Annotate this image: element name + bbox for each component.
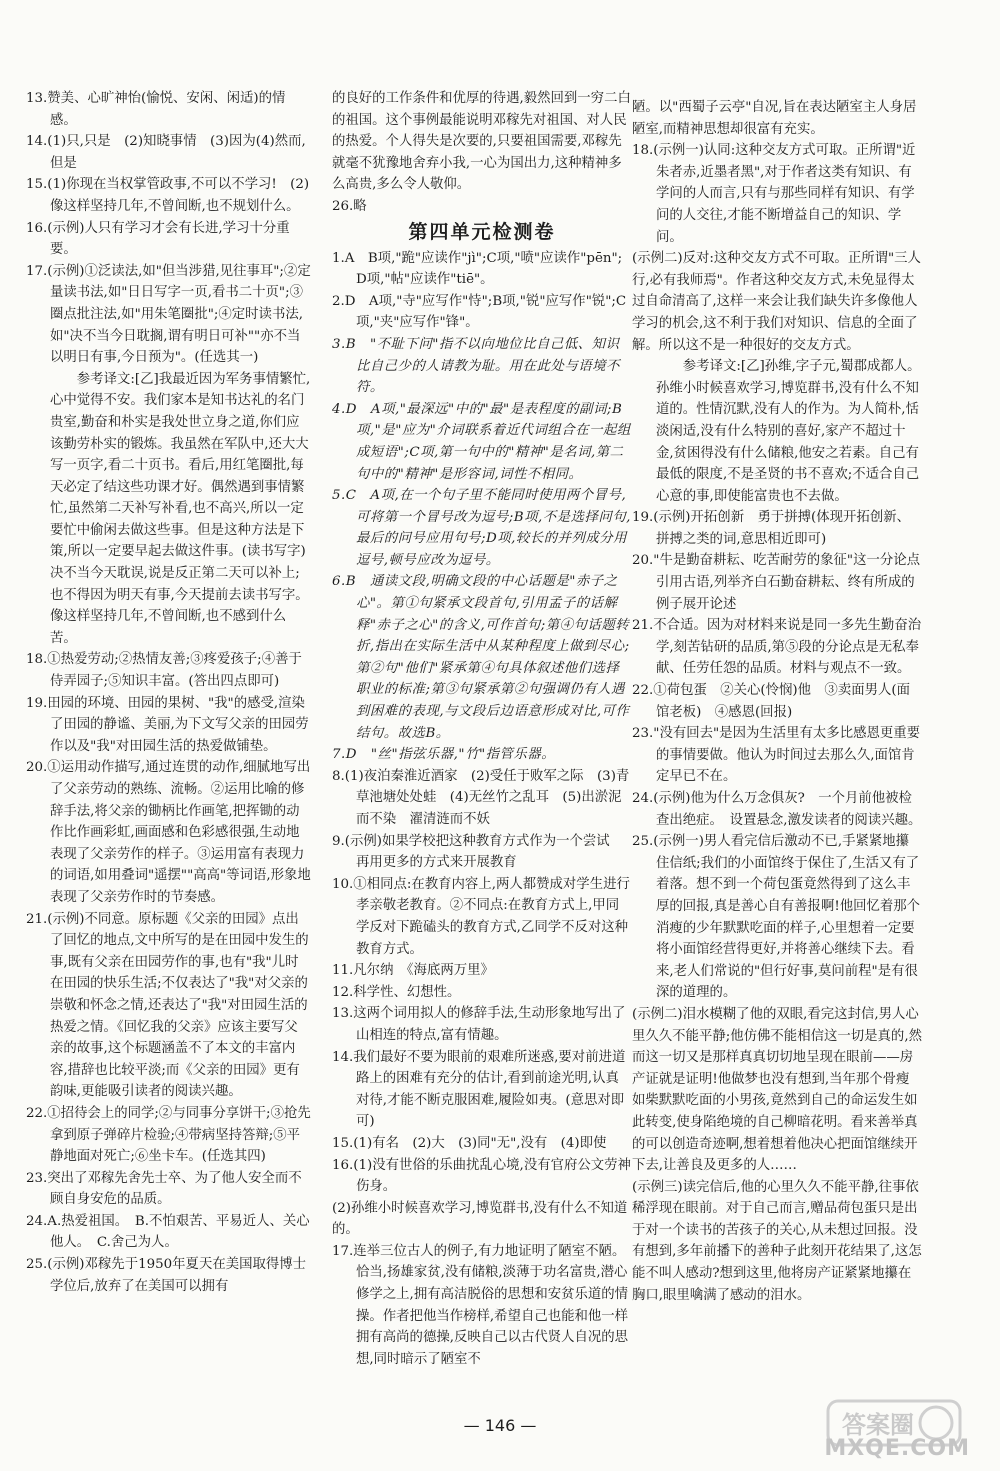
page-number: — 146 — xyxy=(463,1416,537,1435)
answer-item: 13.这两个词用拟人的修辞手法,生动形象地写出了山相连的特点,富有情趣。 xyxy=(332,1006,626,1043)
answer-item: 15.(1)你现在当权掌管政事,不可以不学习! (2)像这样坚持几年,不曾间断,也不规划什么。 xyxy=(26,177,310,214)
answer-item: 8.(1)夜泊秦淮近酒家 (2)受任于败军之际 (3)青草池塘处处蛙 (4)无丝竹之乱耳 (5)出淤泥而不染 濯清涟而不妖 xyxy=(332,768,630,827)
answer-item: 4.D A项,"最深远"中的"最"是表程度的副词;B项,"是"应为"介词联系着近代词组合在一起组成短语";C项,第一句中的"精神"是名词,第二句中的"精神"是形容词,词性不相同。 xyxy=(332,401,631,482)
answer-item: 2.D A项,"寺"应写作"恃";B项,"锐"应写作"锐";C项,"夹"应写作"锋"。 xyxy=(332,293,627,331)
answer-item: 21.(示例)不同意。原标题《父亲的田园》点出了回忆的地点,文中所写的是在田园中发生的事,既有父亲在田园劳作的事,也有"我"儿时在田园的快乐生活;不仅表达了"我"对父亲的崇敬和怀念之情,还表达了"我"对田园生活的热爱之情。《回忆我的父亲》应该主要写父亲的故事,这个标题涵盖不了本文的丰富内容,措辞也比较平淡;而《父亲的田园》更有韵味,更能吸引读者的阅读兴趣。 xyxy=(26,911,309,1100)
answer-item: 14.我们最好不要为眼前的艰难所迷惑,要对前进道路上的困难有充分的估计,看到前途光明,认真对待,才能不断克服困难,履险如夷。(意思对即可) xyxy=(332,1049,626,1130)
answer-item: 13.赞美、心旷神怡(愉悦、安闲、闲适)的情感。 xyxy=(26,91,286,128)
answer-item: 22.①招待会上的同学;②与同事分享饼干;③抢先拿到原子弹碎片检验;④带病坚持答辩;⑤平静地面对死亡;⑥坐卡车。(任选其四) xyxy=(26,1105,311,1165)
answer-item: 14.(1)只,只是 (2)知晓事情 (3)因为(4)然而,但是 xyxy=(26,134,306,171)
answer-continuation: 陋。以"西蜀子云亭"自况,旨在表达陋室主人身居陋室,而精神思想却很富有充实。 xyxy=(632,100,917,137)
answer-item: 10.①相同点:在教育内容上,两人都赞成对学生进行孝亲敬老教育。②不同点:在教育方式上,甲同学反对下跪磕头的教育方式,乙同学不反对这种教育方式。 xyxy=(332,876,630,957)
answer-item: 20.①运用动作描写,通过连贯的动作,细腻地写出了父亲劳动的熟练、流畅。②运用比喻的修辞手法,将父亲的锄柄比作画笔,把挥锄的动作比作画彩虹,画面感和色彩感很强,生动地表现了父亲劳作的样子。③运用富有表现力的词语,如用叠词"遥摆""高高"等词语,形象地表现了父亲劳作时的节奏感。 xyxy=(26,760,311,905)
answer-item: 24.A.热爱祖国。 B.不怕艰苦、平易近人、关心他人。 C.舍己为人。 xyxy=(26,1213,310,1251)
section-title: 第四单元检测卷 xyxy=(408,220,556,243)
answer-item: 16.(示例)人只有学习才会有长进,学习十分重要。 xyxy=(26,220,290,258)
answer-item: 9.(示例)如果学校把这种教育方式作为一个尝试 再用更多的方式来开展教育 xyxy=(332,833,624,871)
watermark-text: MXQE.COM xyxy=(824,1436,970,1461)
answer-item: 6.B 通读文段,明确文段的中心话题是"赤子之心"。第①句紧承文段首句,引用孟子的话解释"赤子之心"的含义,可作首句;第④句话题转折,指出在实际生活中从某种程度上做到尽心;第②句"他们"紧承第④句具体叙述他们选择职业的标准;第③句紧承第②句强调仍有人遇到困难的表现,与文段后边语意形成对比,可作结句。故选B。 xyxy=(332,574,630,741)
answer-item: 19.(示例)开拓创新 勇于拼搏(体现开拓创新、拼搏之类的词,意思相近即可) xyxy=(632,510,910,547)
answer-column-left xyxy=(26,88,311,1297)
reference-translation: 参考译文:[乙]我最近因为军务事情繁忙,心中觉得不安。我们家本是知书达礼的名门贵室,勤奋和朴实是我处世立身之道,你们应该勤劳朴实的锻炼。我虽然在军队中,还大大写一页字,看二十页书。看后,用红笔圈批,每天必定了结这些功课才好。偶然遇到事情繁忙,虽然第二天补写补看,也不高兴,所以一定要忙中偷闲去做这些事。但是这种方法是下策,所以一定要早起去做这件事。(读书写字)决不当今天耽误,说是反正第二天可以补上;也不得因为明天有事,今天提前去读书写字。像这样坚持几年,不曾间断,也不感到什么苦。 xyxy=(50,371,311,646)
answer-continuation: (示例二)反对:这种交友方式不可取。正所谓"三人行,必有我师焉"。作者这种交友方式,未免显得太过自命清高了,这样一来会让我们缺失许多像他人学习的机会,这不利于我们对知识、信息的全面了解。所以这不是一种很好的交友方式。 xyxy=(632,251,921,353)
answer-item: 18.①热爱劳动;②热情友善;③疼爱孩子;④善于侍弄园子;⑤知识丰富。(答出四点即可) xyxy=(26,652,302,690)
reference-translation: 参考译文:[乙]孙维,字子元,蜀郡成都人。孙维小时候喜欢学习,博览群书,没有什么不知道的。性情沉默,没有人的作为。为人简朴,恬淡闲适,没有什么特别的喜好,家产不超过十金,贫困得没有什么储粮,他安之若素。自己有最低的限度,不是圣贤的书不喜欢;不适合自己心意的事,即使能富贵也不去做。 xyxy=(656,359,921,504)
answer-item: 5.C A项,在一个句子里不能同时使用两个冒号,可将第一个冒号改为逗号;B项,不是选择问句,最后的问号应用句号;D项,较长的并列成分用逗号,顿号应改为逗号。 xyxy=(332,488,631,568)
answer-item: 18.(示例一)认同:这种交友方式可取。正所谓"近朱者赤,近墨者黑",对于作者这类有知识、有学问的人而言,只有与那些同样有知识、有学问的人交往,才能不断增益自己的知识、学问。 xyxy=(632,143,916,245)
answer-column-middle xyxy=(332,88,632,1370)
answer-item: 17.(示例)①泛读法,如"但当涉猎,见往事耳";②定量读书法,如"日日写字一页,看书二十页";③圈点批注法,如"用朱笔圈批";④定时读书法,如"决不当今日耽搁,谓有明日可补""亦不当以明日有事,今日预为"。(任选其一) xyxy=(26,263,311,366)
answer-item: 11.凡尔纳 《海底两万里》 xyxy=(332,963,494,979)
answer-item: 21.不合适。因为对材料来说是同一多先生勤奋治学,刻苦钻研的品质,第⑤段的分论点是无私奉献、任劳任怨的品质。材料与观点不一致。 xyxy=(632,618,922,677)
answer-item: 23.突出了邓稼先舍先士卒、为了他人安全而不顾自身安危的品质。 xyxy=(26,1170,302,1208)
answer-item: 19.田园的环境、田园的果树、"我"的感受,渲染了田园的静谧、美丽,为下文写父亲的田园劳作以及"我"对田园生活的热爱做铺垫。 xyxy=(26,695,309,754)
answer-item: 25.(示例一)男人看完信后激动不已,手紧紧地攥住信纸;我们的小面馆终于保住了,生活又有了着落。想不到一个荷包蛋竟然得到了这么丰厚的回报,真是善心自有善报啊!他回忆着那个消瘦的少年默默吃面的样子,心里想着一定要将小面馆经营得更好,并将善心继续下去。看来,老人们常说的"但行好事,莫问前程"是有很深的道理的。 xyxy=(632,834,921,1001)
answer-item: 15.(1)有名 (2)大 (3)同"无",没有 (4)即使 xyxy=(332,1135,607,1151)
answer-item: 26.略 xyxy=(332,198,367,214)
answer-item: 17.连举三位古人的例子,有力地证明了陋室不陋。 恰当,扬雄家贫,没有储粮,淡薄于功名富贵,潜心修学之上,拥有高洁脱俗的思想和安贫乐道的情操。作者把他当作榜样,希望自己也能和他一样拥有高尚的德操,反映自己以古代贤人自况的思想,同时暗示了陋室不 xyxy=(332,1243,633,1367)
answer-item: 12.科学性、幻想性。 xyxy=(332,984,461,1000)
answer-item: 7.D "丝"指弦乐器,"竹"指管乐器。 xyxy=(332,747,556,763)
answer-item: 22.①荷包蛋 ②关心(怜悯)他 ③卖面男人(面馆老板) ④感恩(回报) xyxy=(632,683,910,720)
answer-item: 3.B "不耻下问"指不以向地位比自己低、知识比自己少的人请教为耻。用在此处与语境不符。 xyxy=(332,336,620,396)
answer-continuation: 的良好的工作条件和优厚的待遇,毅然回到一穷二白的祖国。这个事例最能说明邓稼先对祖国、对人民的热爱。个人得失是次要的,只要祖国需要,邓稼先就毫不犹豫地舍弃小我,一心为国出力,这种精神多么高贵,多么令人敬仰。 xyxy=(332,91,631,193)
answer-column-right xyxy=(632,97,934,1306)
answer-item: 16.(1)没有世俗的乐曲扰乱心境,没有官府公文劳神伤身。 xyxy=(332,1157,631,1195)
answer-item: 20."牛是勤奋耕耘、吃苦耐劳的象征"这一分论点 引用古语,列举齐白石勤奋耕耘、终有所成的例子展开论述 xyxy=(632,553,934,612)
answer-item: 25.(示例)邓稼先于1950年夏天在美国取得博士学位后,放弃了在美国可以拥有 xyxy=(26,1257,307,1294)
answer-continuation: (2)孙维小时候喜欢学习,博览群书,没有什么不知道的。 xyxy=(332,1200,628,1238)
answer-item: 23."没有回去"是因为生活里有太多比感恩更重要的事情要做。他认为时间过去那么久,面馆肯定早已不在。 xyxy=(632,726,921,785)
watermark-logo-text: 答案圈 xyxy=(842,1411,914,1439)
answer-continuation: (示例二)泪水模糊了他的双眼,看完这封信,男人心里久久不能平静;他仿佛不能相信这一切是真的,然而这一切又是那样真真切切地呈现在眼前——房产证就是证明!他做梦也没有想到,当年那个骨瘦如柴默默吃面的小男孩,竟然到自己的命运发生如此转变,使身陷绝境的自己柳暗花明。看来善举真的可以创造奇迹啊,想着想着他决心把面馆继续开下去,让善良及更多的人…… xyxy=(632,1006,922,1174)
answer-item: 1.A B项,"跪"应读作"jì";C项,"喷"应读作"pēn";D项,"帖"应读作"tiē"。 xyxy=(332,250,623,288)
answer-item: 24.(示例)他为什么万念俱灰? 一个月前他被检查出绝症。 设置悬念,激发读者的阅读兴趣。 xyxy=(632,791,922,828)
answer-continuation: (示例三)读完信后,他的心里久久不能平静,往事依稀浮现在眼前。对于自己而言,赠品荷包蛋只是出于对一个读书的苦孩子的关心,从未想过回报。没有想到,多年前播下的善种子此刻开花结果了,这怎能不叫人感动?想到这里,他将房产证紧紧地攥在胸口,眼里噙满了感动的泪水。 xyxy=(632,1179,922,1303)
